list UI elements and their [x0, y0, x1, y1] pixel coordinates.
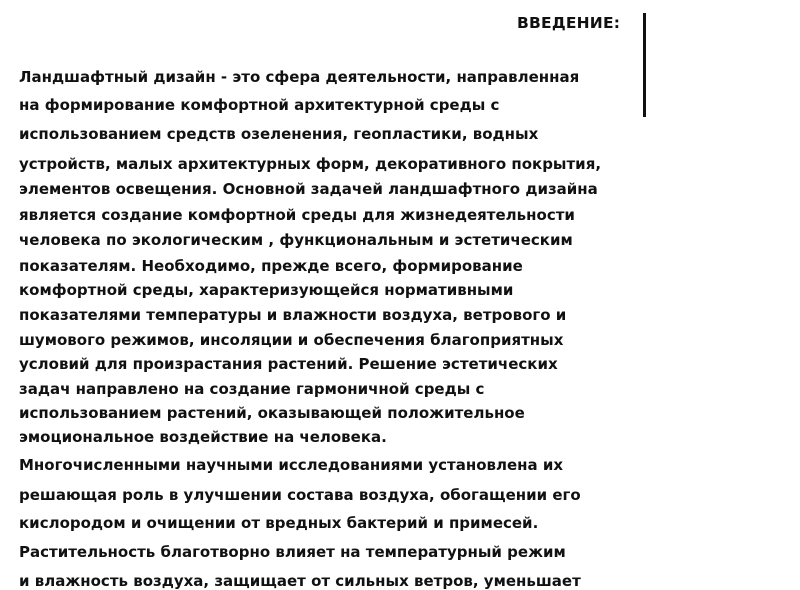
- text-line: Ландшафтный дизайн - это сфера деятельности, направленная: [19, 68, 580, 86]
- text-line: является создание комфортной среды для жизнедеятельности: [19, 206, 575, 224]
- text-line: комфортной среды, характеризующейся нормативными: [19, 281, 514, 299]
- text-line: кислородом и очищении от вредных бактерий и примесей.: [19, 514, 539, 532]
- text-line: использованием средств озеленения, геопластики, водных: [19, 125, 539, 143]
- text-line: показателями температуры и влажности воздуха, ветрового и: [19, 306, 567, 324]
- text-line: на формирование комфортной архитектурной среды с: [19, 96, 500, 114]
- text-line: человека по экологическим , функциональным и эстетическим: [19, 231, 573, 249]
- text-line: элементов освещения. Основной задачей ландшафтного дизайна: [19, 180, 598, 198]
- text-line: устройств, малых архитектурных форм, декоративного покрытия,: [19, 155, 602, 173]
- text-line: эмоциональное воздействие на человека.: [19, 428, 387, 446]
- text-line: и влажность воздуха, защищает от сильных ветров, уменьшает: [19, 572, 581, 590]
- text-line: условий для произрастания растений. Решение эстетических: [19, 355, 558, 373]
- text-line: использованием растений, оказывающей положительное: [19, 404, 525, 422]
- text-line: Многочисленными научными исследованиями установлена их: [19, 456, 564, 474]
- text-line: решающая роль в улучшении состава воздуха, обогащении его: [19, 486, 581, 504]
- text-line: шумового режимов, инсоляции и обеспечения благоприятных: [19, 331, 564, 349]
- text-line: показателям. Необходимо, прежде всего, формирование: [19, 257, 523, 275]
- text-line: Растительность благотворно влияет на температурный режим: [19, 543, 566, 561]
- text-line: задач направлено на создание гармоничной среды с: [19, 380, 485, 398]
- text-cursor-bar: [643, 13, 646, 117]
- document-heading: ВВЕДЕНИЕ:: [517, 14, 621, 32]
